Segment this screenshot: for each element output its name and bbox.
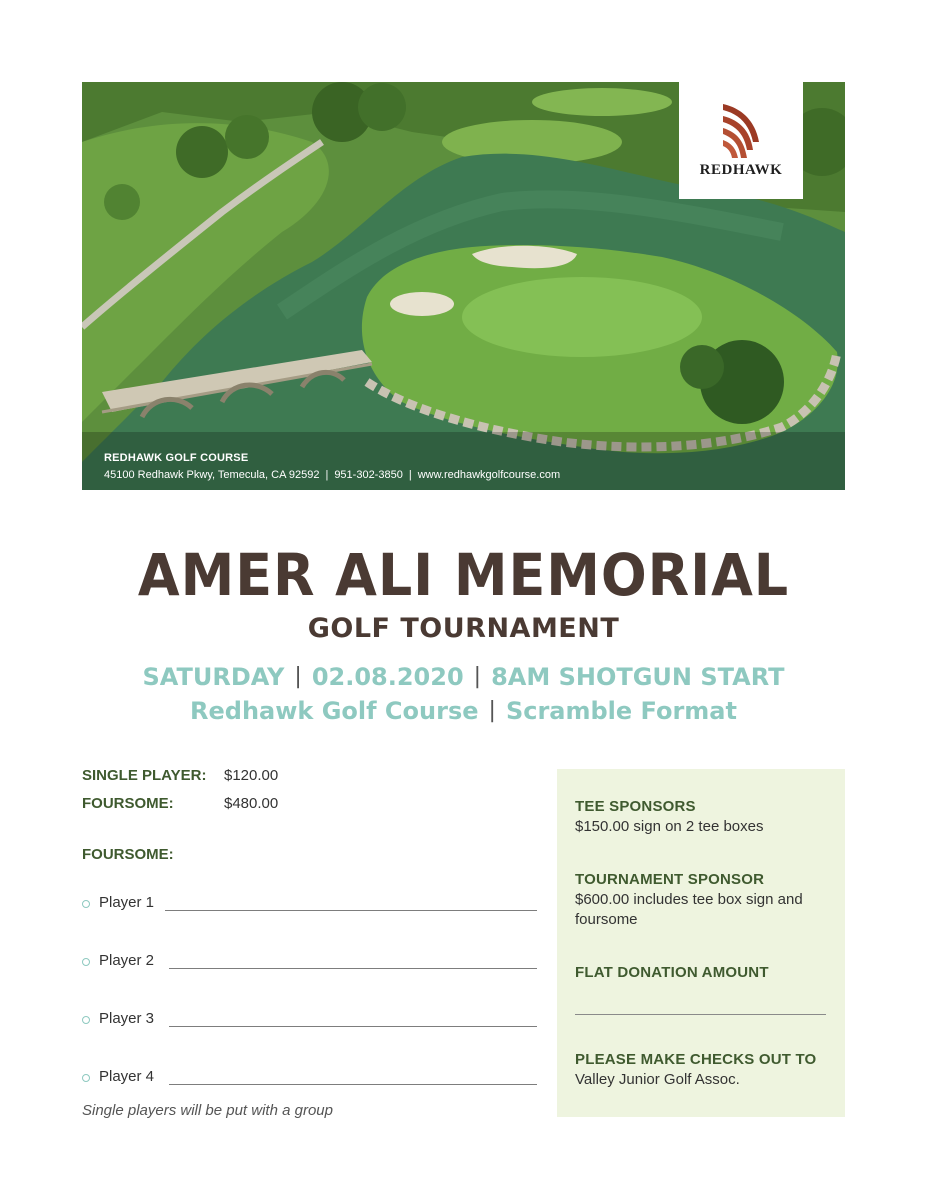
- redhawk-logo: [679, 82, 803, 199]
- tee-sponsors-heading: TEE SPONSORS: [575, 798, 696, 815]
- course-name: REDHAWK GOLF COURSE: [104, 452, 249, 464]
- flat-donation-heading: FLAT DONATION AMOUNT: [575, 964, 769, 981]
- player-label: Player 4: [99, 1068, 155, 1085]
- bullet-icon: [82, 1016, 90, 1024]
- player-1-name-field[interactable]: [165, 910, 537, 911]
- price-value: $480.00: [224, 795, 279, 812]
- redhawk-logo-icon: [719, 102, 763, 160]
- player-label: Player 3: [99, 1010, 155, 1027]
- separator: |: [325, 469, 329, 481]
- tee-sponsors: [575, 797, 840, 837]
- separator: |: [473, 664, 482, 689]
- player-row: [82, 951, 537, 973]
- tee-sponsors-text: $150.00 sign on 2 tee boxes: [575, 818, 764, 835]
- flat-donation: [575, 963, 840, 983]
- player-4-name-field[interactable]: [169, 1084, 537, 1085]
- price-label: FOURSOME:: [82, 795, 174, 812]
- event-venue-line: [0, 696, 927, 728]
- checks-text: Valley Junior Golf Assoc.: [575, 1071, 740, 1088]
- course-address: 45100 Redhawk Pkwy, Temecula, CA 92592: [104, 469, 320, 481]
- player-row: [82, 1067, 537, 1089]
- player-label: Player 2: [99, 952, 155, 969]
- tournament-sponsor-text: $600.00 includes tee box sign and foursome: [575, 891, 803, 928]
- price-single-player: [82, 766, 278, 786]
- event-format: Scramble Format: [505, 697, 737, 725]
- bullet-icon: [82, 1074, 90, 1082]
- player-label: Player 1: [99, 894, 155, 911]
- price-label: SINGLE PLAYER:: [82, 767, 207, 784]
- tournament-sponsor: [575, 870, 840, 930]
- course-phone: 951-302-3850: [334, 469, 403, 481]
- event-start: 8AM SHOTGUN START: [491, 663, 785, 691]
- tournament-sponsor-heading: TOURNAMENT SPONSOR: [575, 871, 765, 888]
- separator: |: [408, 469, 412, 481]
- separator: |: [294, 664, 302, 689]
- price-value: $120.00: [224, 767, 279, 784]
- course-website: www.redhawkgolfcourse.com: [417, 469, 561, 481]
- hero-image: [82, 82, 845, 490]
- price-foursome: [82, 794, 278, 814]
- event-subtitle: GOLF TOURNAMENT: [307, 613, 620, 644]
- event-day: SATURDAY: [142, 663, 285, 691]
- course-contact-line: [104, 467, 560, 484]
- event-date: 02.08.2020: [311, 663, 464, 691]
- foursome-heading: FOURSOME:: [82, 846, 174, 863]
- bullet-icon: [82, 958, 90, 966]
- sponsor-panel: [557, 769, 845, 1117]
- event-title: AMER ALI MEMORIAL: [137, 541, 790, 609]
- checks-heading: PLEASE MAKE CHECKS OUT TO: [575, 1051, 817, 1068]
- player-row: [82, 893, 537, 915]
- player-row: [82, 1009, 537, 1031]
- single-player-note: Single players will be put with a group: [82, 1102, 333, 1119]
- donation-amount-field[interactable]: [575, 1014, 826, 1015]
- bullet-icon: [82, 900, 90, 908]
- course-info: [104, 450, 560, 484]
- logo-text: REDHAWK: [699, 162, 783, 178]
- separator: |: [488, 698, 496, 723]
- player-3-name-field[interactable]: [169, 1026, 537, 1027]
- player-2-name-field[interactable]: [169, 968, 537, 969]
- event-date-line: [0, 662, 927, 694]
- event-venue: Redhawk Golf Course: [190, 697, 479, 725]
- checks-payable: [575, 1050, 840, 1090]
